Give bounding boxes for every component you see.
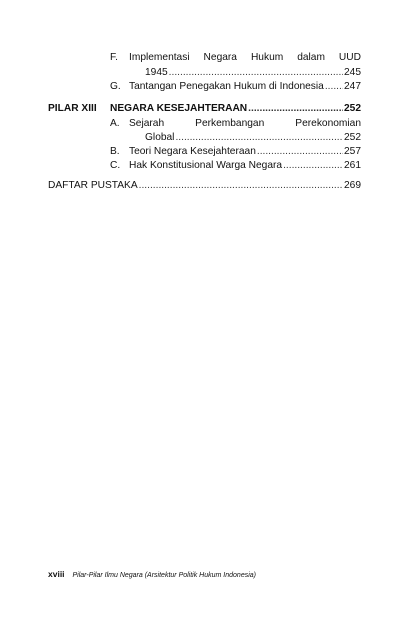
footer-book-title: Pilar-Pilar Ilmu Negara (Arsitektur Politik Hukum Indonesia): [72, 572, 256, 579]
leader-dots: [283, 159, 343, 172]
daftar-pustaka-page: 269: [344, 180, 361, 191]
chapter-title: NEGARA KESEJAHTERAAN: [110, 103, 248, 114]
toc-item-c-page: 261: [344, 160, 361, 171]
page-footer: [48, 570, 256, 580]
daftar-pustaka-title: DAFTAR PUSTAKA: [48, 180, 138, 191]
toc-item-f-letter: F.: [110, 52, 118, 63]
chapter-page: 252: [344, 103, 361, 114]
toc-item-b-page: 257: [344, 146, 361, 157]
toc-item-b-title: Teori Negara Kesejahteraan: [129, 146, 256, 157]
toc-item-b[interactable]: [129, 145, 361, 158]
toc-item-a-letter: A.: [110, 118, 120, 129]
toc-item-a[interactable]: [145, 131, 361, 144]
toc-daftar-pustaka[interactable]: [48, 179, 361, 192]
toc-item-f-title-line1: Implementasi Negara Hukum dalam UUD: [129, 52, 361, 63]
toc-item-a-title-line2: Global: [145, 132, 175, 143]
leader-dots: [248, 102, 343, 115]
toc-item-b-letter: B.: [110, 146, 120, 157]
footer-page-number: xviii: [48, 569, 65, 579]
toc-item-a-page: 252: [344, 132, 361, 143]
toc-item-g-letter: G.: [110, 81, 121, 92]
toc-item-c-letter: C.: [110, 160, 121, 171]
chapter-label: PILAR XIII: [48, 103, 97, 114]
toc-item-f-title-line2: 1945: [145, 67, 168, 78]
leader-dots: [325, 80, 343, 93]
leader-dots: [175, 131, 343, 144]
leader-dots: [169, 66, 343, 79]
leader-dots: [257, 145, 343, 158]
toc-item-c[interactable]: [129, 159, 361, 172]
toc-item-f[interactable]: [145, 66, 361, 79]
leader-dots: [139, 179, 343, 192]
toc-item-g-page: 247: [344, 81, 361, 92]
toc-item-f-page: 245: [344, 67, 361, 78]
toc-item-c-title: Hak Konstitusional Warga Negara: [129, 160, 283, 171]
toc-item-a-title-line1: Sejarah Perkembangan Perekonomian: [129, 118, 361, 129]
toc-chapter-pilar-xiii[interactable]: [110, 102, 361, 115]
toc-item-g-title: Tantangan Penegakan Hukum di Indonesia: [129, 81, 324, 92]
toc-item-g[interactable]: [129, 80, 361, 93]
